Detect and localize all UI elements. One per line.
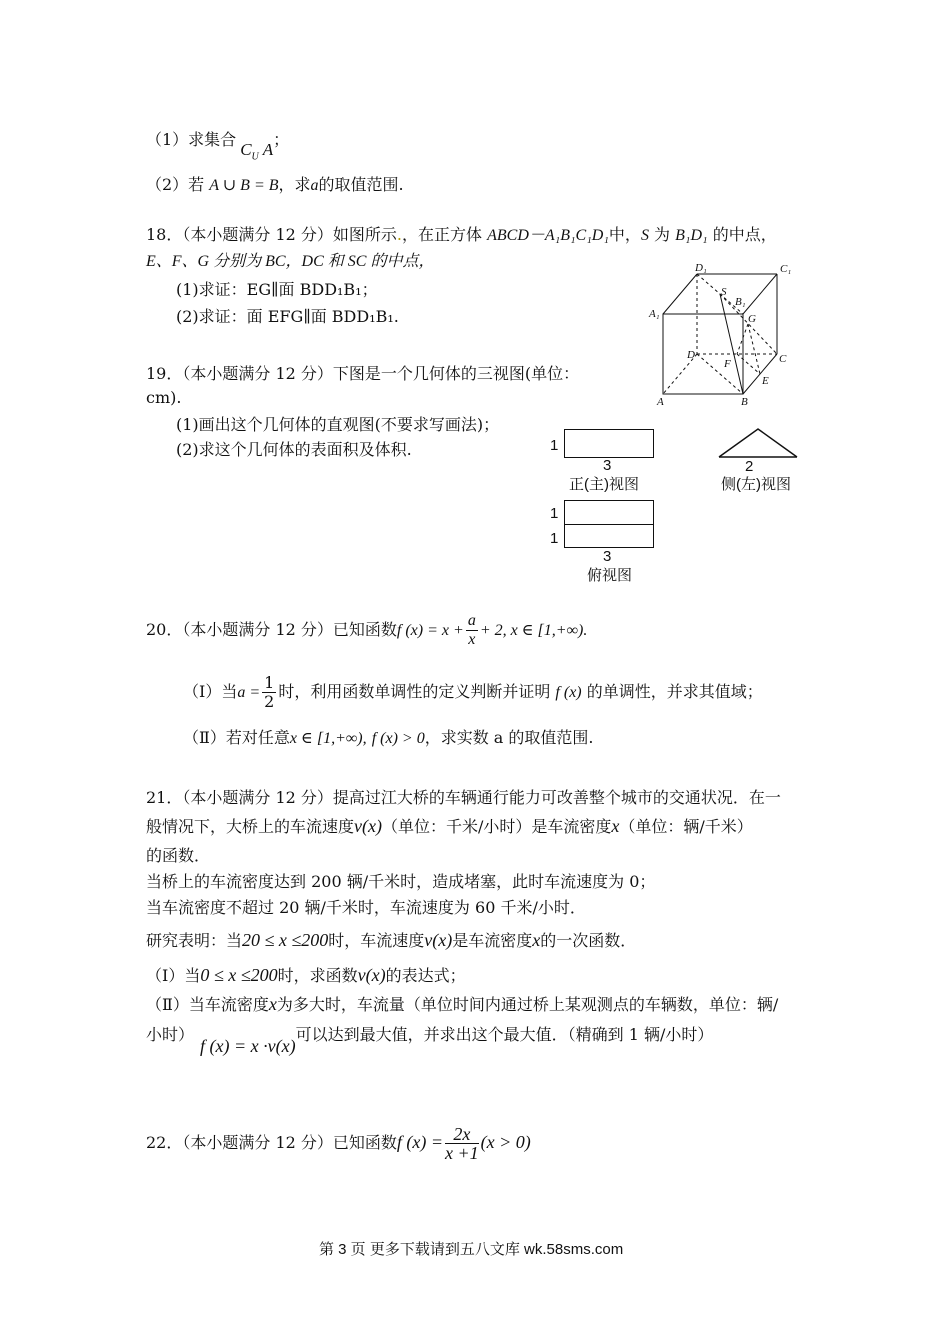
page-footer: 第 3 页 更多下载请到五八文库 wk.58sms.com [319, 1241, 624, 1258]
label-d: D [687, 349, 695, 361]
label-c: C [779, 353, 787, 365]
label-b: B [741, 396, 748, 408]
top-view-rect-upper [564, 500, 654, 525]
label-f: F [724, 358, 731, 370]
q17-part1: （1）求集合$C_U$ A； [146, 130, 290, 163]
label-a1: A₁ [649, 308, 660, 320]
front-view-label: 正(主)视图 [569, 476, 639, 493]
label-d1: D₁ [695, 262, 707, 274]
q18-line1: 18．（本小题满分 12 分）如图所示.，在正方体 ABCD－A₁B₁C₁D₁中，S 为 B₁D₁ 的中点， [146, 225, 777, 244]
q22-statement: 22．（本小题满分 12 分）已知函数f (x) = $\frac{2x}{x +1}$ (x > 0) [146, 1124, 531, 1163]
top-view-label: 俯视图 [587, 567, 633, 584]
q20-part1: （Ⅰ）当a = $\frac{1}{2}$ 时，利用函数单调性的定义判断并证明 f (x) 的单调性，并求其值域； [183, 673, 763, 711]
q21-line3: 的函数． [146, 846, 211, 865]
side-view-triangle [718, 427, 800, 459]
q18-line2: E、F、G 分别为 BC，DC 和 SC 的中点， [146, 253, 435, 270]
q17-part2: （2）若 A ∪ B = B，求a的取值范围. [146, 175, 404, 194]
q21-line6: 研究表明：当20 ≤ x ≤200时，车流速度v(x)是车流密度x的一次函数． [146, 930, 637, 950]
top-view-height-1: 1 [550, 505, 559, 522]
q18-part2: (2)求证：面 EFG∥面 BDD₁B₁. [176, 307, 399, 326]
union-expr: A ∪ B = B [209, 177, 279, 194]
top-view-height-2: 1 [550, 530, 559, 547]
q21-line7: （Ⅰ）当0 ≤ x ≤200时，求函数v(x)的表达式； [146, 965, 466, 985]
q21-line8: （Ⅱ）当车流密度x为多大时，车流量（单位时间内通过桥上某观测点的车辆数，单位：辆/ [146, 994, 779, 1014]
front-view-rect [564, 429, 654, 458]
side-view-label: 侧(左)视图 [721, 476, 791, 493]
label-a: A [657, 396, 664, 408]
label-s: S [721, 286, 727, 298]
q21-line1: 21．（本小题满分 12 分）提高过江大桥的车辆通行能力可改善整个城市的交通状况．在一 [146, 788, 781, 807]
q21-line9: 小时）f (x) = x ·v(x)可以达到最大值，并求出这个最大值．（精确到 1 辆/小时） [146, 1025, 714, 1056]
top-view-rect-lower [564, 524, 654, 548]
complement-set: $C_U$ A [240, 140, 274, 163]
cube-figure [645, 260, 815, 410]
label-g: G [748, 313, 756, 325]
label-c1: C₁ [780, 263, 792, 275]
top-view-width: 3 [603, 548, 612, 565]
front-view-width: 3 [603, 457, 612, 474]
q19-part1: (1)画出这个几何体的直观图(不要求写画法)； [176, 415, 500, 434]
q21-line5: 当车流密度不超过 20 辆/千米时，车流速度为 60 千米/小时． [146, 898, 586, 917]
label-e: E [762, 375, 769, 387]
q21-line2: 般情况下，大桥上的车流速度v(x)（单位：千米/小时）是车流密度x（单位：辆/千米） [146, 816, 753, 836]
q20-part2: （Ⅱ）若对任意x ∈ [1,+∞), f (x) > 0，求实数 a 的取值范围. [183, 728, 594, 747]
q20-statement: 20．（本小题满分 12 分）已知函数f (x) = x + $\frac{a}{x}$ + 2, x ∈ [1,+∞). [146, 612, 588, 648]
side-view-width: 2 [745, 458, 754, 475]
front-view-height: 1 [550, 437, 559, 454]
q18-part1: (1)求证：EG∥面 BDD₁B₁； [176, 280, 378, 299]
q19-line1: 19．（本小题满分 12 分）下图是一个几何体的三视图(单位： [146, 364, 580, 383]
q19-line2: cm). [146, 388, 182, 407]
q21-line4: 当桥上的车流密度达到 200 辆/千米时，造成堵塞，此时车流速度为 0； [146, 872, 656, 891]
q19-part2: (2)求这个几何体的表面积及体积. [176, 440, 412, 459]
label-b1: B₁ [735, 296, 746, 308]
